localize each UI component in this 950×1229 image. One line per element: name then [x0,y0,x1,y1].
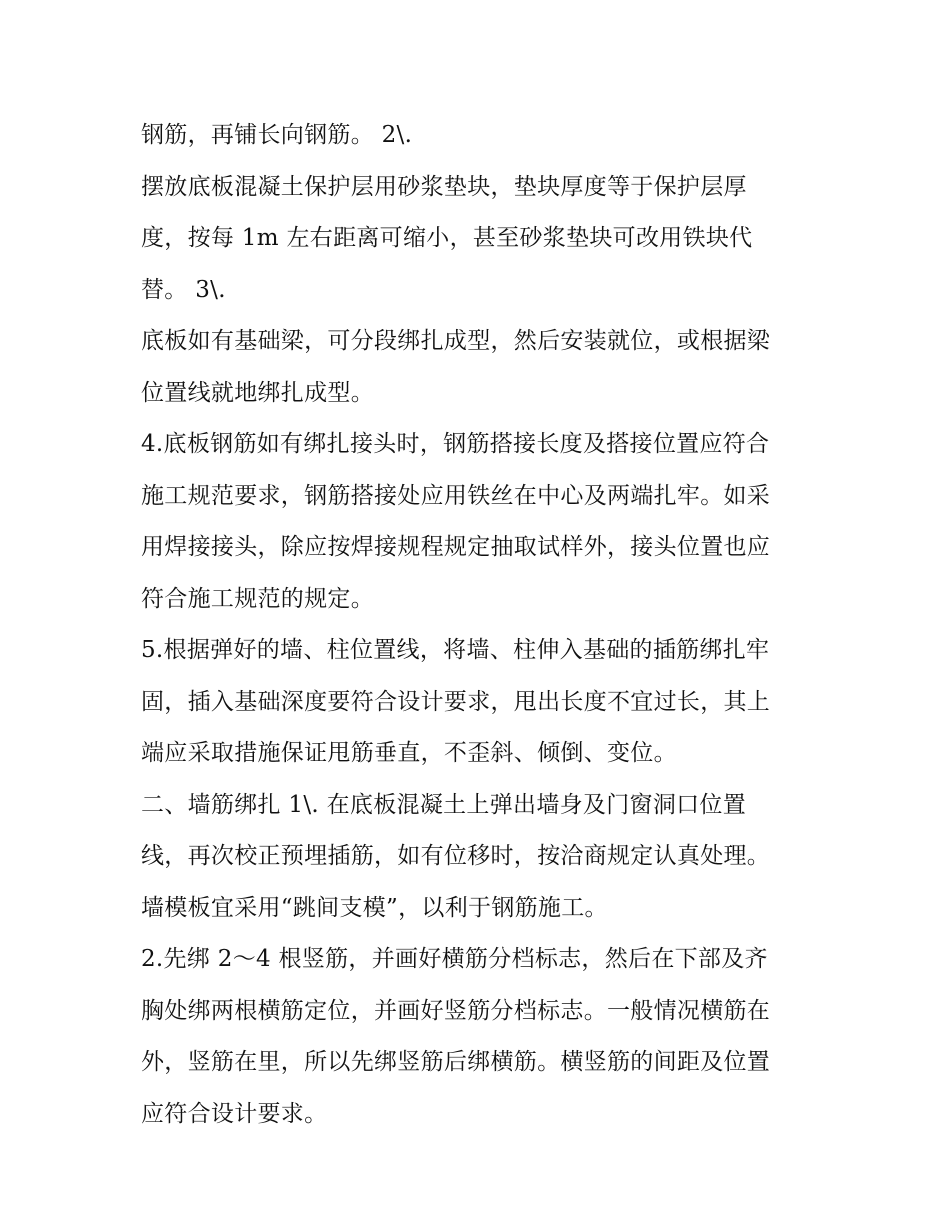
text-line: 线，再次校正预埋插筋，如有位移时，按洽商规定认真处理。 [141,843,771,869]
text-line: 外，竖筋在里，所以先绑竖筋后绑横筋。横竖筋的间距及位置 [141,1049,771,1075]
text-line: 底板如有基础梁，可分段绑扎成型，然后安装就位，或根据梁 [141,328,771,354]
text-line: 2.先绑 2～4 根竖筋，并画好横筋分档标志，然后在下部及齐 [141,946,768,972]
text-line: 二、墙筋绑扎 1\. 在底板混凝土上弹出墙身及门窗洞口位置 [141,791,747,818]
text-line: 墙模板宜采用“跳间支模”，以利于钢筋施工。 [141,894,608,921]
text-line: 位置线就地绑扎成型。 [141,379,374,406]
text-line: 应符合设计要求。 [141,1100,328,1127]
text-line: 符合施工规范的规定。 [141,585,374,612]
text-line: 施工规范要求，钢筋搭接处应用铁丝在中心及两端扎牢。如采 [141,482,771,509]
text-line: 5.根据弹好的墙、柱位置线，将墙、柱伸入基础的插筋绑扎牢 [141,637,770,663]
text-line: 度，按每 1m 左右距离可缩小，甚至砂浆垫块可改用铁块代 [141,225,753,251]
text-line: 4.底板钢筋如有绑扎接头时，钢筋搭接长度及搭接位置应符合 [141,431,770,457]
text-line: 固，插入基础深度要符合设计要求，甩出长度不宜过长，其上 [141,688,771,715]
text-line: 钢筋，再铺长向钢筋。 2\. [141,122,413,148]
text-line: 摆放底板混凝土保护层用砂浆垫块，垫块厚度等于保护层厚 [141,173,747,200]
text-line: 用焊接接头，除应按焊接规程规定抽取试样外，接头位置也应 [141,534,771,560]
text-line: 端应采取措施保证甩筋垂直，不歪斜、倾倒、变位。 [141,740,677,766]
document-body [141,110,831,1140]
text-line: 胸处绑两根横筋定位，并画好竖筋分档标志。一般情况横筋在 [141,997,771,1024]
text-line: 替。 3\. [141,276,226,303]
